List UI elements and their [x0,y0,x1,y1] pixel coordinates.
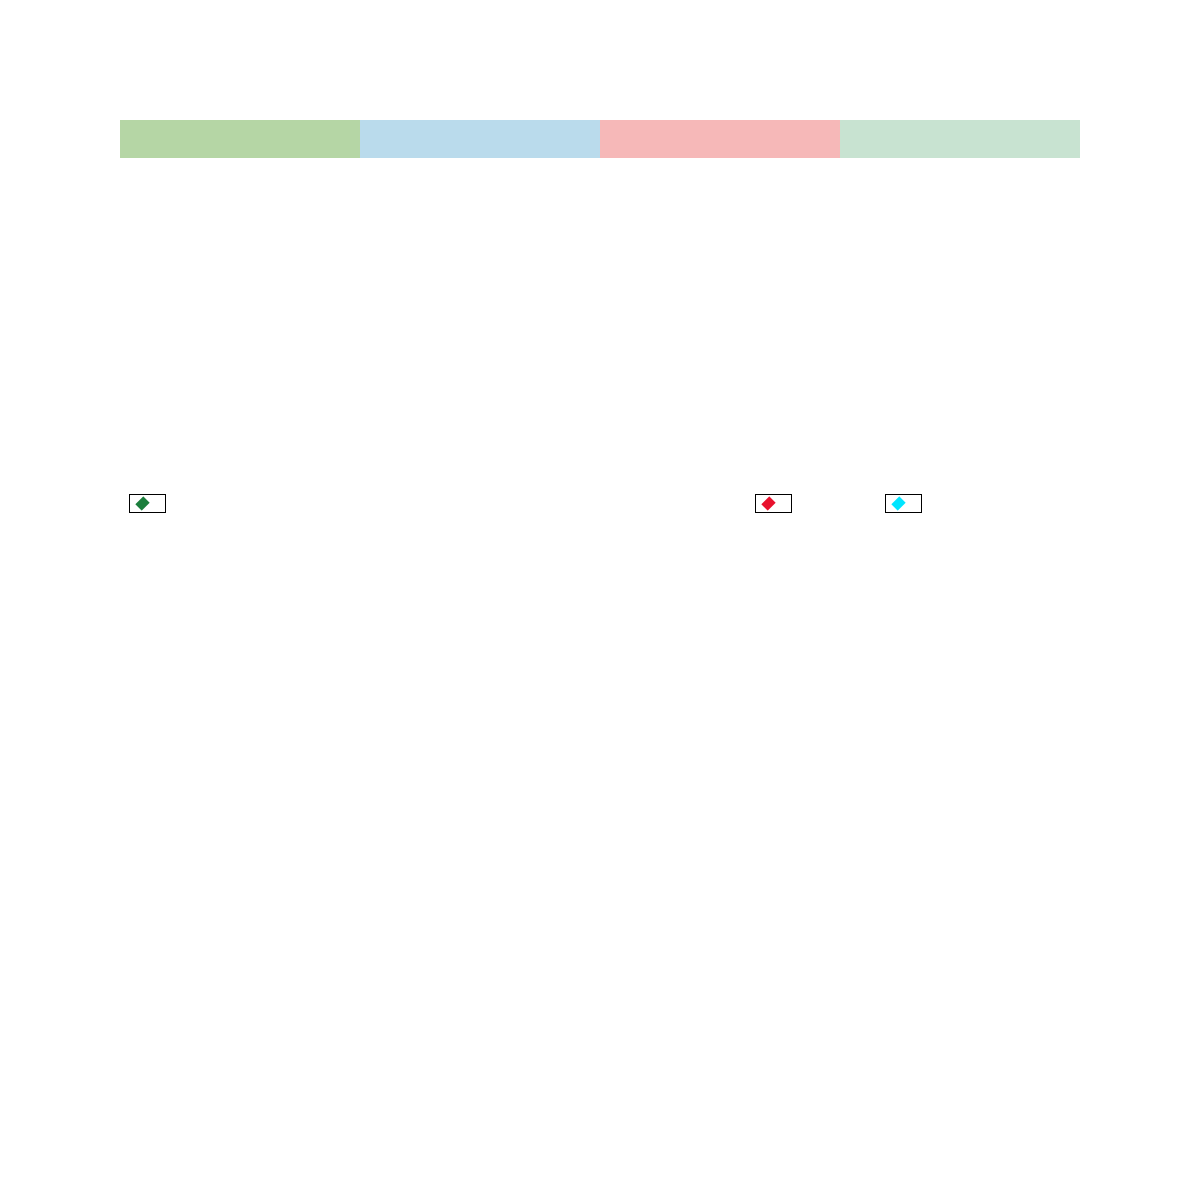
red-diamond-icon [761,496,775,510]
legend-ascent-points [755,494,792,513]
legend-descent-points [129,494,166,513]
legend-position-fix [885,494,922,513]
mean-ascent-speed-annotation [470,604,940,606]
green-diamond-icon [135,496,149,510]
cyan-diamond-icon [891,496,905,510]
